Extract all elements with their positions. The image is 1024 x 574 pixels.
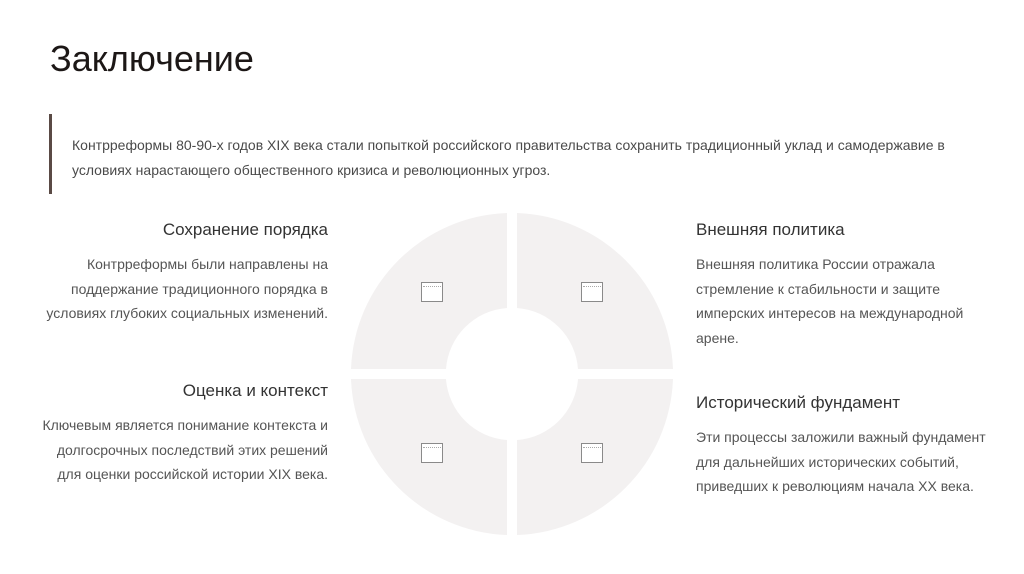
intro-text: Контрреформы 80-90-х годов XIX века стали попыткой российского правительства сохранить традиционный уклад и самодержавие в условиях нарастающего общественного кризиса и революционных угроз. <box>72 137 945 178</box>
block-foreign-policy-title: Внешняя политика <box>696 220 845 239</box>
block-context-text: Ключевым является понимание контекста и долгосрочных последствий этих решений для оценки российской истории XIX века. <box>42 417 328 482</box>
donut-svg <box>350 212 674 536</box>
block-foundation-text: Эти процессы заложили важный фундамент для дальнейших исторических событий, приведших к революциям начала XX века. <box>696 429 986 494</box>
image-placeholder-icon <box>581 443 603 463</box>
block-foreign-policy <box>696 220 986 350</box>
donut-graphic <box>350 212 674 536</box>
block-context <box>38 381 328 487</box>
intro-accent-bar <box>49 114 52 194</box>
block-context-title: Оценка и контекст <box>182 381 328 400</box>
image-placeholder-icon <box>421 282 443 302</box>
image-placeholder-icon <box>421 443 443 463</box>
block-foundation <box>696 393 986 499</box>
block-order-title: Сохранение порядка <box>162 220 328 239</box>
page-title: Заключение <box>50 38 254 79</box>
block-order-text: Контрреформы были направлены на поддержание традиционного порядка в условиях глубоких социальных изменений. <box>46 256 328 321</box>
block-foreign-policy-text: Внешняя политика России отражала стремление к стабильности и защите имперских интересов на международной арене. <box>696 256 964 346</box>
image-placeholder-icon <box>581 282 603 302</box>
block-foundation-title: Исторический фундамент <box>696 393 901 412</box>
block-order <box>38 220 328 326</box>
